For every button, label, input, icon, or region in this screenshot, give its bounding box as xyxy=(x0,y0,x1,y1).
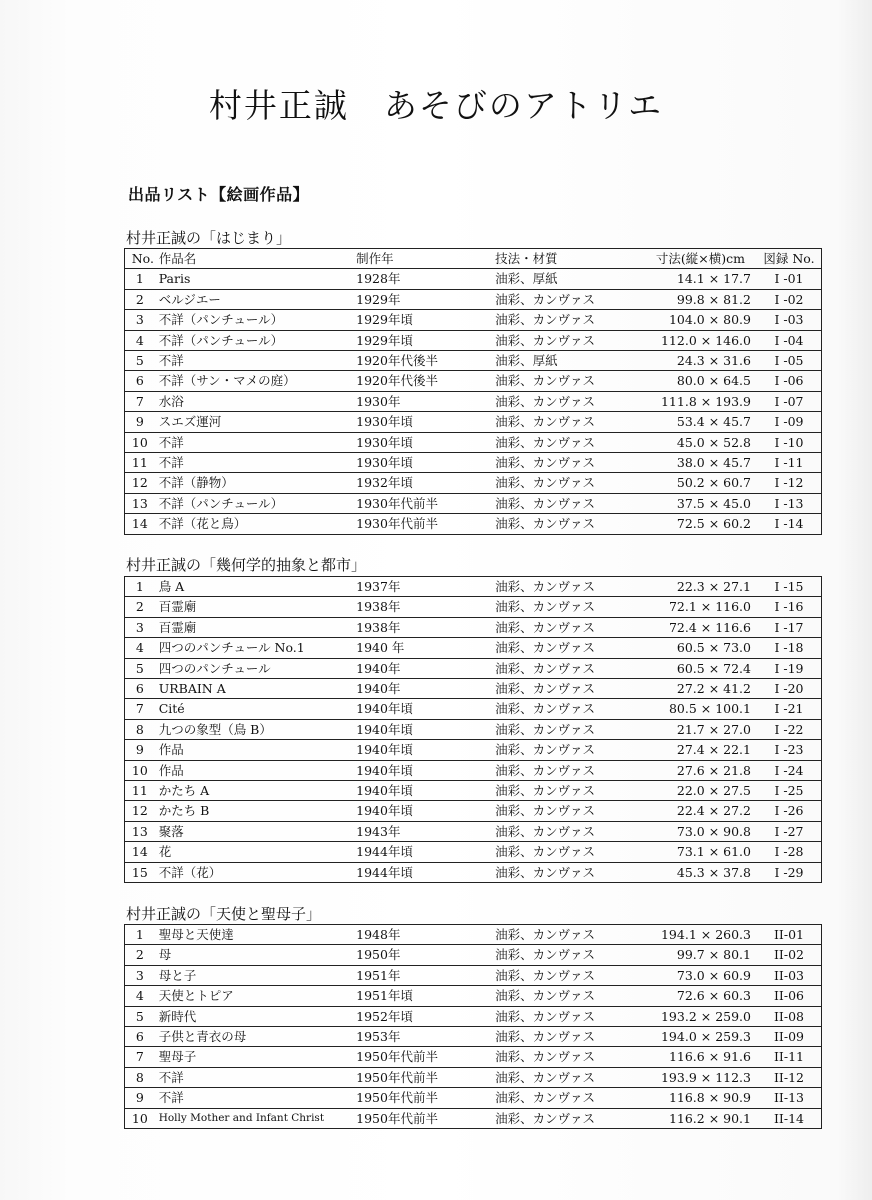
cell-title: 四つのパンチュール No.1 xyxy=(155,638,356,658)
cell-catalog: I -21 xyxy=(757,699,822,719)
cell-title: 聖母子 xyxy=(155,1047,356,1067)
cell-catalog: I -13 xyxy=(757,493,822,513)
cell-technique: 油彩、カンヴァス xyxy=(495,1067,648,1087)
cell-catalog: I -03 xyxy=(757,310,822,330)
cell-size: 27.2 × 41.2 xyxy=(648,679,757,699)
table-row xyxy=(125,473,822,493)
cell-year: 1929年頃 xyxy=(356,310,495,330)
cell-year: 1950年代前半 xyxy=(356,1067,495,1087)
cell-size: 116.8 × 90.9 xyxy=(648,1088,757,1108)
table-row xyxy=(125,1006,822,1026)
cell-technique: 油彩、カンヴァス xyxy=(495,514,648,534)
cell-no: 3 xyxy=(125,965,155,985)
cell-size: 73.1 × 61.0 xyxy=(648,842,757,862)
cell-year: 1930年頃 xyxy=(356,432,495,452)
cell-technique: 油彩、カンヴァス xyxy=(495,412,648,432)
cell-catalog: I -22 xyxy=(757,719,822,739)
cell-title: かたち A xyxy=(155,781,356,801)
cell-title: 鳥 A xyxy=(155,577,356,597)
table-row xyxy=(125,965,822,985)
cell-catalog: II-14 xyxy=(757,1108,822,1128)
header-size: 寸法(縦×横)cm xyxy=(648,249,757,269)
section-label-angels: 村井正誠の「天使と聖母子」 xyxy=(126,905,322,923)
cell-year: 1930年頃 xyxy=(356,453,495,473)
cell-technique: 油彩、カンヴァス xyxy=(495,1006,648,1026)
works-table-geometric xyxy=(124,576,822,883)
cell-no: 1 xyxy=(125,925,155,945)
table-row xyxy=(125,1067,822,1087)
cell-title: 不詳（パンチュール） xyxy=(155,310,356,330)
cell-title: かたち B xyxy=(155,801,356,821)
cell-no: 14 xyxy=(125,514,155,534)
cell-size: 72.4 × 116.6 xyxy=(648,617,757,637)
table-row xyxy=(125,986,822,1006)
cell-catalog: II-06 xyxy=(757,986,822,1006)
table-row xyxy=(125,1027,822,1047)
header-technique: 技法・材質 xyxy=(495,249,648,269)
table-row xyxy=(125,577,822,597)
cell-no: 5 xyxy=(125,351,155,371)
cell-technique: 油彩、カンヴァス xyxy=(495,493,648,513)
table-row xyxy=(125,699,822,719)
cell-size: 45.0 × 52.8 xyxy=(648,432,757,452)
header-catalog: 図録 No. xyxy=(757,249,822,269)
cell-technique: 油彩、カンヴァス xyxy=(495,658,648,678)
cell-catalog: I -15 xyxy=(757,577,822,597)
cell-title: 不詳 xyxy=(155,1067,356,1087)
cell-year: 1948年 xyxy=(356,925,495,945)
table-row xyxy=(125,453,822,473)
cell-catalog: I -11 xyxy=(757,453,822,473)
cell-technique: 油彩、カンヴァス xyxy=(495,289,648,309)
cell-title: 不詳 xyxy=(155,1088,356,1108)
cell-size: 22.0 × 27.5 xyxy=(648,781,757,801)
cell-year: 1937年 xyxy=(356,577,495,597)
cell-catalog: II-09 xyxy=(757,1027,822,1047)
cell-no: 1 xyxy=(125,269,155,289)
cell-no: 9 xyxy=(125,1088,155,1108)
cell-technique: 油彩、カンヴァス xyxy=(495,577,648,597)
section-label-geometric: 村井正誠の「幾何学的抽象と都市」 xyxy=(126,556,367,574)
cell-catalog: I -14 xyxy=(757,514,822,534)
cell-catalog: I -02 xyxy=(757,289,822,309)
cell-year: 1940年頃 xyxy=(356,781,495,801)
cell-size: 72.5 × 60.2 xyxy=(648,514,757,534)
cell-catalog: I -29 xyxy=(757,862,822,882)
cell-year: 1940年頃 xyxy=(356,740,495,760)
table-row xyxy=(125,493,822,513)
cell-year: 1953年 xyxy=(356,1027,495,1047)
cell-size: 22.3 × 27.1 xyxy=(648,577,757,597)
cell-catalog: I -01 xyxy=(757,269,822,289)
table-row xyxy=(125,617,822,637)
cell-no: 3 xyxy=(125,617,155,637)
cell-year: 1930年代前半 xyxy=(356,514,495,534)
cell-no: 4 xyxy=(125,330,155,350)
cell-no: 10 xyxy=(125,1108,155,1128)
cell-technique: 油彩、カンヴァス xyxy=(495,391,648,411)
cell-size: 111.8 × 193.9 xyxy=(648,391,757,411)
table-row xyxy=(125,658,822,678)
cell-size: 27.4 × 22.1 xyxy=(648,740,757,760)
table-row xyxy=(125,740,822,760)
cell-title: URBAIN A xyxy=(155,679,356,699)
cell-technique: 油彩、カンヴァス xyxy=(495,432,648,452)
cell-title: 聖母と天使達 xyxy=(155,925,356,945)
table-row xyxy=(125,412,822,432)
cell-catalog: II-13 xyxy=(757,1088,822,1108)
cell-size: 53.4 × 45.7 xyxy=(648,412,757,432)
cell-size: 80.0 × 64.5 xyxy=(648,371,757,391)
cell-no: 2 xyxy=(125,289,155,309)
cell-catalog: II-03 xyxy=(757,965,822,985)
table-row xyxy=(125,351,822,371)
cell-size: 73.0 × 90.8 xyxy=(648,821,757,841)
cell-title: 作品 xyxy=(155,740,356,760)
cell-technique: 油彩、カンヴァス xyxy=(495,330,648,350)
cell-no: 1 xyxy=(125,577,155,597)
cell-title: 水浴 xyxy=(155,391,356,411)
cell-technique: 油彩、厚紙 xyxy=(495,351,648,371)
cell-size: 99.8 × 81.2 xyxy=(648,289,757,309)
cell-technique: 油彩、カンヴァス xyxy=(495,1088,648,1108)
cell-size: 60.5 × 73.0 xyxy=(648,638,757,658)
cell-year: 1940年頃 xyxy=(356,719,495,739)
cell-size: 73.0 × 60.9 xyxy=(648,965,757,985)
cell-year: 1951年頃 xyxy=(356,986,495,1006)
cell-year: 1920年代後半 xyxy=(356,371,495,391)
cell-size: 21.7 × 27.0 xyxy=(648,719,757,739)
cell-size: 112.0 × 146.0 xyxy=(648,330,757,350)
cell-year: 1930年代前半 xyxy=(356,493,495,513)
table-row xyxy=(125,432,822,452)
cell-catalog: I -26 xyxy=(757,801,822,821)
table-row xyxy=(125,1108,822,1128)
table-row xyxy=(125,945,822,965)
cell-size: 193.2 × 259.0 xyxy=(648,1006,757,1026)
cell-technique: 油彩、カンヴァス xyxy=(495,1027,648,1047)
cell-year: 1940 年 xyxy=(356,638,495,658)
cell-size: 80.5 × 100.1 xyxy=(648,699,757,719)
cell-title: Cité xyxy=(155,699,356,719)
works-table-angels xyxy=(124,924,822,1129)
cell-no: 6 xyxy=(125,679,155,699)
cell-no: 10 xyxy=(125,760,155,780)
cell-title: 母 xyxy=(155,945,356,965)
cell-catalog: I -09 xyxy=(757,412,822,432)
cell-no: 2 xyxy=(125,945,155,965)
table-row xyxy=(125,310,822,330)
cell-year: 1940年頃 xyxy=(356,801,495,821)
cell-title: 百霊廟 xyxy=(155,617,356,637)
section-label-beginnings: 村井正誠の「はじまり」 xyxy=(126,229,292,247)
cell-catalog: I -04 xyxy=(757,330,822,350)
cell-year: 1920年代後半 xyxy=(356,351,495,371)
table-row xyxy=(125,1047,822,1067)
cell-size: 116.6 × 91.6 xyxy=(648,1047,757,1067)
cell-technique: 油彩、カンヴァス xyxy=(495,965,648,985)
cell-technique: 油彩、カンヴァス xyxy=(495,821,648,841)
table-row xyxy=(125,719,822,739)
cell-title: 不詳（サン・マメの庭） xyxy=(155,371,356,391)
cell-catalog: II-08 xyxy=(757,1006,822,1026)
cell-title: 不詳（花） xyxy=(155,862,356,882)
cell-catalog: I -28 xyxy=(757,842,822,862)
table-row xyxy=(125,391,822,411)
cell-no: 4 xyxy=(125,986,155,1006)
cell-technique: 油彩、カンヴァス xyxy=(495,740,648,760)
cell-no: 12 xyxy=(125,473,155,493)
list-subtitle: 出品リスト【絵画作品】 xyxy=(128,185,310,204)
cell-year: 1950年代前半 xyxy=(356,1088,495,1108)
table-row xyxy=(125,514,822,534)
table-row xyxy=(125,1088,822,1108)
cell-title: 不詳（パンチュール） xyxy=(155,493,356,513)
cell-year: 1950年代前半 xyxy=(356,1108,495,1128)
cell-technique: 油彩、カンヴァス xyxy=(495,925,648,945)
cell-title: 不詳（静物） xyxy=(155,473,356,493)
cell-year: 1950年 xyxy=(356,945,495,965)
cell-no: 9 xyxy=(125,412,155,432)
table-header-row xyxy=(125,249,822,269)
cell-no: 4 xyxy=(125,638,155,658)
table-row xyxy=(125,269,822,289)
cell-technique: 油彩、カンヴァス xyxy=(495,760,648,780)
cell-technique: 油彩、カンヴァス xyxy=(495,842,648,862)
cell-year: 1930年 xyxy=(356,391,495,411)
cell-year: 1940年頃 xyxy=(356,760,495,780)
cell-technique: 油彩、カンヴァス xyxy=(495,719,648,739)
cell-technique: 油彩、カンヴァス xyxy=(495,1108,648,1128)
cell-size: 104.0 × 80.9 xyxy=(648,310,757,330)
cell-title: 百霊廟 xyxy=(155,597,356,617)
cell-technique: 油彩、カンヴァス xyxy=(495,1047,648,1067)
cell-catalog: I -20 xyxy=(757,679,822,699)
cell-year: 1938年 xyxy=(356,597,495,617)
table-row xyxy=(125,862,822,882)
cell-no: 8 xyxy=(125,719,155,739)
cell-technique: 油彩、カンヴァス xyxy=(495,597,648,617)
cell-year: 1929年頃 xyxy=(356,330,495,350)
cell-title: 新時代 xyxy=(155,1006,356,1026)
cell-catalog: I -25 xyxy=(757,781,822,801)
page-title: 村井正誠 あそびのアトリエ xyxy=(208,86,664,125)
cell-title: Paris xyxy=(155,269,356,289)
cell-title: 子供と青衣の母 xyxy=(155,1027,356,1047)
cell-catalog: I -07 xyxy=(757,391,822,411)
table-row xyxy=(125,679,822,699)
cell-size: 194.0 × 259.3 xyxy=(648,1027,757,1047)
cell-year: 1938年 xyxy=(356,617,495,637)
cell-size: 38.0 × 45.7 xyxy=(648,453,757,473)
cell-no: 6 xyxy=(125,371,155,391)
cell-size: 37.5 × 45.0 xyxy=(648,493,757,513)
cell-year: 1940年 xyxy=(356,679,495,699)
cell-catalog: I -27 xyxy=(757,821,822,841)
cell-technique: 油彩、カンヴァス xyxy=(495,986,648,1006)
table-row xyxy=(125,289,822,309)
cell-year: 1940年頃 xyxy=(356,699,495,719)
cell-technique: 油彩、カンヴァス xyxy=(495,862,648,882)
cell-technique: 油彩、カンヴァス xyxy=(495,679,648,699)
cell-size: 116.2 × 90.1 xyxy=(648,1108,757,1128)
cell-catalog: II-12 xyxy=(757,1067,822,1087)
cell-year: 1932年頃 xyxy=(356,473,495,493)
table-row xyxy=(125,821,822,841)
cell-title: 聚落 xyxy=(155,821,356,841)
cell-no: 13 xyxy=(125,821,155,841)
table-row xyxy=(125,781,822,801)
cell-technique: 油彩、カンヴァス xyxy=(495,781,648,801)
header-no: No. xyxy=(125,249,155,269)
cell-size: 194.1 × 260.3 xyxy=(648,925,757,945)
table-row xyxy=(125,638,822,658)
cell-no: 2 xyxy=(125,597,155,617)
cell-title: 作品 xyxy=(155,760,356,780)
cell-title: 不詳 xyxy=(155,432,356,452)
cell-catalog: I -10 xyxy=(757,432,822,452)
cell-no: 11 xyxy=(125,453,155,473)
cell-size: 193.9 × 112.3 xyxy=(648,1067,757,1087)
cell-catalog: I -18 xyxy=(757,638,822,658)
cell-no: 15 xyxy=(125,862,155,882)
cell-size: 14.1 × 17.7 xyxy=(648,269,757,289)
cell-size: 99.7 × 80.1 xyxy=(648,945,757,965)
cell-technique: 油彩、カンヴァス xyxy=(495,699,648,719)
cell-size: 24.3 × 31.6 xyxy=(648,351,757,371)
table-row xyxy=(125,842,822,862)
cell-technique: 油彩、カンヴァス xyxy=(495,310,648,330)
cell-year: 1930年頃 xyxy=(356,412,495,432)
cell-no: 7 xyxy=(125,1047,155,1067)
cell-size: 72.6 × 60.3 xyxy=(648,986,757,1006)
cell-technique: 油彩、カンヴァス xyxy=(495,801,648,821)
header-title: 作品名 xyxy=(155,249,356,269)
cell-catalog: I -05 xyxy=(757,351,822,371)
cell-technique: 油彩、カンヴァス xyxy=(495,638,648,658)
cell-year: 1944年頃 xyxy=(356,842,495,862)
cell-no: 12 xyxy=(125,801,155,821)
cell-size: 22.4 × 27.2 xyxy=(648,801,757,821)
cell-technique: 油彩、カンヴァス xyxy=(495,453,648,473)
cell-no: 7 xyxy=(125,699,155,719)
cell-year: 1951年 xyxy=(356,965,495,985)
cell-year: 1944年頃 xyxy=(356,862,495,882)
cell-year: 1940年 xyxy=(356,658,495,678)
cell-title: Holly Mother and Infant Christ xyxy=(155,1108,356,1128)
cell-title: 天使とトピア xyxy=(155,986,356,1006)
cell-no: 11 xyxy=(125,781,155,801)
cell-title: ベルジエー xyxy=(155,289,356,309)
table-row xyxy=(125,925,822,945)
cell-title: 四つのパンチュール xyxy=(155,658,356,678)
cell-title: スエズ運河 xyxy=(155,412,356,432)
cell-no: 5 xyxy=(125,658,155,678)
works-table-beginnings xyxy=(124,248,822,535)
cell-no: 13 xyxy=(125,493,155,513)
cell-title: 不詳 xyxy=(155,351,356,371)
cell-title: 不詳（花と鳥） xyxy=(155,514,356,534)
cell-technique: 油彩、カンヴァス xyxy=(495,473,648,493)
cell-catalog: I -16 xyxy=(757,597,822,617)
cell-year: 1929年 xyxy=(356,289,495,309)
table-row xyxy=(125,330,822,350)
table-row xyxy=(125,760,822,780)
cell-catalog: I -23 xyxy=(757,740,822,760)
cell-size: 72.1 × 116.0 xyxy=(648,597,757,617)
cell-no: 3 xyxy=(125,310,155,330)
table-row xyxy=(125,371,822,391)
cell-title: 不詳（パンチュール） xyxy=(155,330,356,350)
cell-catalog: I -17 xyxy=(757,617,822,637)
cell-title: 母と子 xyxy=(155,965,356,985)
cell-technique: 油彩、カンヴァス xyxy=(495,371,648,391)
cell-year: 1928年 xyxy=(356,269,495,289)
cell-catalog: II-11 xyxy=(757,1047,822,1067)
cell-catalog: I -24 xyxy=(757,760,822,780)
cell-no: 8 xyxy=(125,1067,155,1087)
cell-catalog: II-01 xyxy=(757,925,822,945)
cell-technique: 油彩、厚紙 xyxy=(495,269,648,289)
cell-no: 14 xyxy=(125,842,155,862)
table-row xyxy=(125,597,822,617)
cell-technique: 油彩、カンヴァス xyxy=(495,617,648,637)
cell-year: 1952年頃 xyxy=(356,1006,495,1026)
cell-no: 5 xyxy=(125,1006,155,1026)
cell-no: 10 xyxy=(125,432,155,452)
cell-title: 花 xyxy=(155,842,356,862)
cell-technique: 油彩、カンヴァス xyxy=(495,945,648,965)
cell-catalog: I -12 xyxy=(757,473,822,493)
cell-title: 九つの象型（鳥 B） xyxy=(155,719,356,739)
cell-size: 60.5 × 72.4 xyxy=(648,658,757,678)
cell-no: 7 xyxy=(125,391,155,411)
header-year: 制作年 xyxy=(356,249,495,269)
cell-no: 9 xyxy=(125,740,155,760)
cell-year: 1950年代前半 xyxy=(356,1047,495,1067)
cell-size: 50.2 × 60.7 xyxy=(648,473,757,493)
cell-no: 6 xyxy=(125,1027,155,1047)
cell-catalog: II-02 xyxy=(757,945,822,965)
table-row xyxy=(125,801,822,821)
cell-size: 45.3 × 37.8 xyxy=(648,862,757,882)
cell-catalog: I -19 xyxy=(757,658,822,678)
cell-year: 1943年 xyxy=(356,821,495,841)
cell-title: 不詳 xyxy=(155,453,356,473)
cell-size: 27.6 × 21.8 xyxy=(648,760,757,780)
cell-catalog: I -06 xyxy=(757,371,822,391)
